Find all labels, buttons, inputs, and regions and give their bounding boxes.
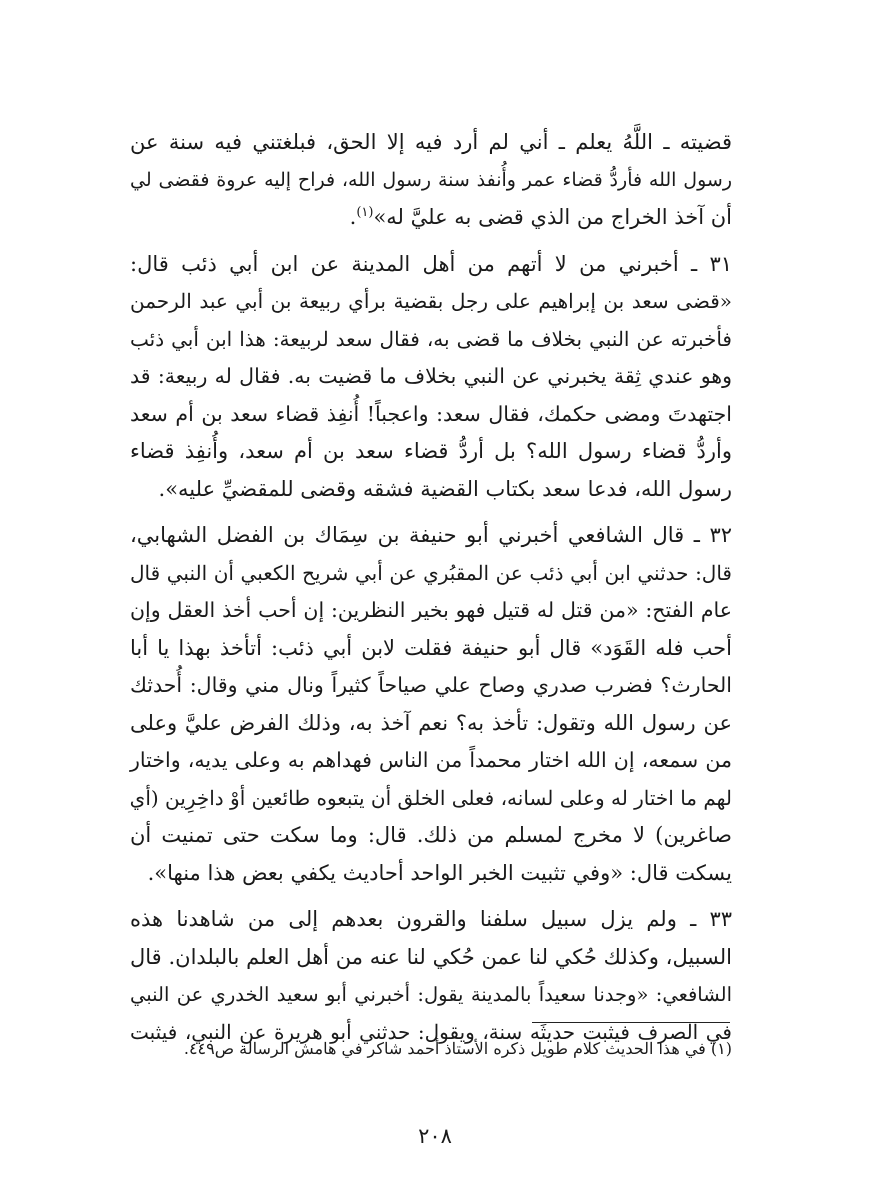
- text-line: يسكت قال: «وفي تثبيت الخبر الواحد أحاديث يكفي بعض هذا منها».: [147, 860, 732, 885]
- text-line: ٣٣ ـ ولم يزل سبيل سلفنا والقرون بعدهم إلى من شاهدنا هذه: [130, 907, 732, 931]
- text-line: لهم ما اختار له وعلى لسانه، فعلى الخلق أن يتبعوه طائعين أوْ داخِرِين (أي: [129, 785, 732, 810]
- text-line: صاغرين) لا مخرج لمسلم من ذلك. قال: وما سكت حتى تمنيت أن: [130, 823, 732, 847]
- text-line: فأخبرته عن النبي بخلاف ما قضى به، فقال سعد لربيعة: هذا ابن أبي ذئب: [130, 326, 732, 351]
- text-line-content: أن آخذ الخراج من الذي قضى به عليَّ له»: [373, 205, 732, 229]
- text-line: [130, 199, 732, 237]
- text-line: قضيته ـ اللَّهُ يعلم ـ أني لم أرد فيه إلا الحق، فبلغتني فيه سنة عن: [130, 130, 732, 154]
- paragraph-33: [130, 901, 732, 1051]
- text-line: عن رسول الله وتقول: تأخذ به؟ نعم آخذ به، وذلك الفرض عليَّ وعلى: [130, 710, 732, 735]
- text-line: رسول الله، فدعا سعد بكتاب القضية فشقه وقضى للمقضيِّ عليه».: [158, 476, 732, 501]
- text-line: عام الفتح: «من قتل له قتيل فهو بخير النظرين: إن أحب أخذ العقل وإن: [130, 598, 732, 622]
- footnote-divider: [532, 1022, 730, 1023]
- text-line: الشافعي: «وجدنا سعيداً بالمدينة يقول: أخبرني أبو سعيد الخدري عن النبي: [130, 983, 732, 1006]
- text-line: في الصرف فيثبت حديثَه سنة، ويقول: حدثني أبو هريرة عن النبي، فيثبت: [130, 1019, 732, 1044]
- text-line: السبيل، وكذلك حُكي لنا عمن حُكي لنا عنه من أهل العلم بالبلدان. قال: [130, 944, 732, 969]
- paragraph-32: [130, 517, 732, 892]
- page-number: ٢٠٨: [418, 1124, 452, 1148]
- text-line: أحب فله القَوَد» قال أبو حنيفة فقلت لابن أبي ذئب: أتأخذ بهذا يا أبا: [130, 635, 732, 660]
- text-line: قال: حدثني ابن أبي ذئب عن المقبُري عن أبي شريح الكعبي أن النبي قال: [130, 560, 732, 585]
- footnote-reference[interactable]: (١): [356, 205, 374, 220]
- paragraph-1: [130, 124, 732, 237]
- footnote: (١) في هذا الحديث كلام طويل ذكره الأستاذ أحمد شاكر في هامش الرسالة ص٤٤٩.: [183, 1039, 732, 1058]
- text-line: وأردُّ قضاء رسول الله؟ بل أردُّ قضاء سعد بن أم سعد، وأُنفِذ قضاء: [130, 439, 732, 463]
- paragraph-31: [130, 246, 732, 509]
- text-line: اجتهدتَ ومضى حكمك، فقال سعد: واعجباً! أُنفِذ قضاء سعد بن أم سعد: [130, 401, 732, 426]
- text-line: من سمعه، إن الله اختار محمداً من الناس فهداهم به وعلى يديه، واختار: [130, 748, 732, 772]
- text-line: رسول الله فأردُّ قضاء عمر وأُنفذ سنة رسول الله، فراح إليه عروة فقضى لي: [130, 168, 732, 191]
- text-line: الحارث؟ فضرب صدري وصاح علي صياحاً كثيراً ونال مني وقال: أُحدثك: [130, 673, 732, 697]
- text-line: ٣٢ ـ قال الشافعي أخبرني أبو حنيفة بن سِمَاك بن الفضل الشهابي،: [130, 523, 732, 547]
- main-text: [130, 124, 732, 1051]
- text-line: ٣١ ـ أخبرني من لا أتهم من أهل المدينة عن ابن أبي ذئب قال:: [130, 251, 732, 276]
- sentence-end: .: [349, 205, 357, 229]
- text-line: «قضى سعد بن إبراهيم على رجل بقضية برأي ربيعة بن أبي عبد الرحمن: [130, 289, 732, 313]
- text-line: وهو عندي ثِقة يخبرني عن النبي بخلاف ما قضيت به. فقال له ربيعة: قد: [130, 364, 732, 388]
